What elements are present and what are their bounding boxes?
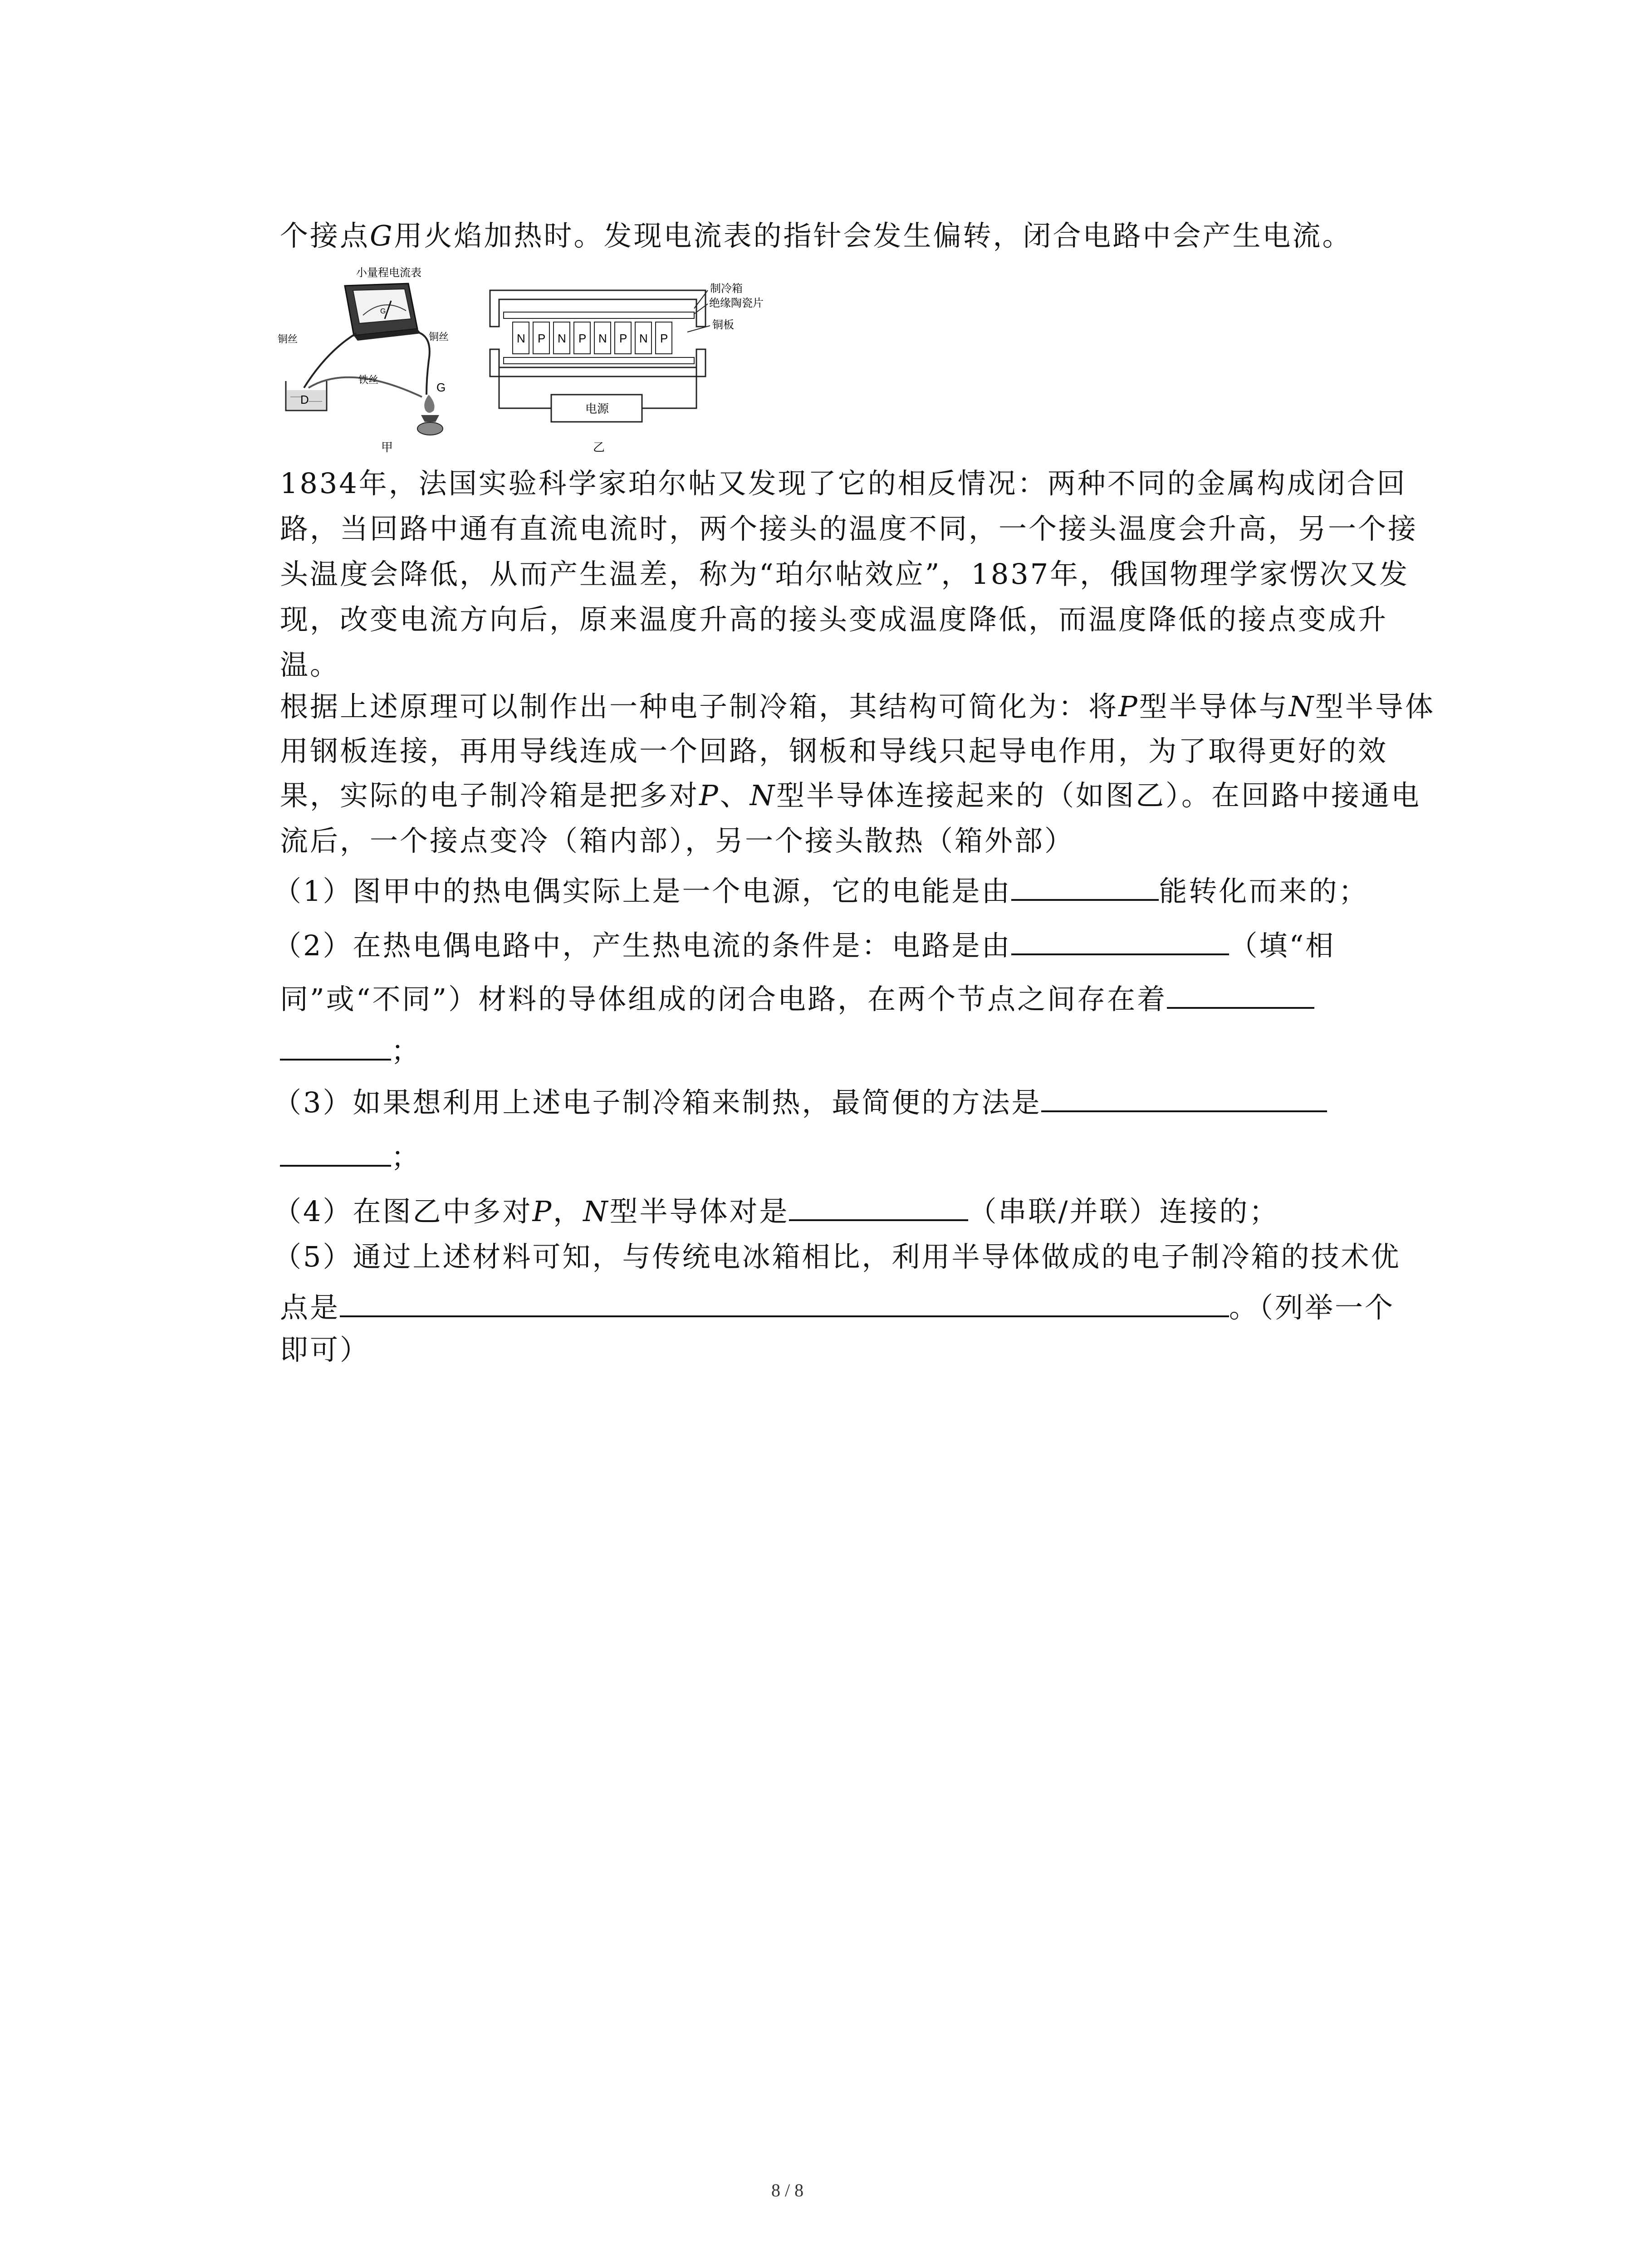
answer-blank-q3-cont[interactable] bbox=[280, 1132, 391, 1167]
answer-blank-q2b[interactable] bbox=[1167, 974, 1314, 1009]
cell-label: N bbox=[558, 332, 566, 345]
cell-label: P bbox=[578, 332, 587, 345]
copper-wire-right-label: 铜丝 bbox=[429, 331, 449, 342]
para1-line: 温。 bbox=[280, 648, 340, 681]
cell-label: P bbox=[660, 332, 668, 345]
answer-blank-q1[interactable] bbox=[1011, 866, 1159, 901]
figure-jia-caption: 甲 bbox=[381, 440, 393, 454]
flame-icon bbox=[417, 395, 443, 435]
para2-line: 果，实际的电子制冷箱是把多对P、N型半导体连接起来的（如图乙）。在回路中接通电 bbox=[280, 779, 1421, 812]
cell-label: N bbox=[517, 332, 525, 345]
cell-label: N bbox=[598, 332, 607, 345]
para1-line: 头温度会降低，从而产生温差，称为“珀尔帖效应”，1837年，俄国物理学家愣次又发 bbox=[280, 557, 1410, 591]
power-supply-label: 电源 bbox=[585, 402, 609, 415]
cell-label: P bbox=[619, 332, 627, 345]
answer-blank-q2a[interactable] bbox=[1011, 921, 1229, 955]
page-number: 8 / 8 bbox=[771, 2180, 804, 2200]
para1-line: 现，改变电流方向后，原来温度升高的接头变成温度降低，而温度降低的接点变成升 bbox=[280, 603, 1388, 636]
cell-label: P bbox=[538, 332, 546, 345]
copper-wire-left-label: 铜丝 bbox=[278, 333, 298, 345]
para2-line: 流后，一个接点变冷（箱内部），另一个接头散热（箱外部） bbox=[280, 824, 1075, 857]
point-g-label: G bbox=[436, 381, 446, 394]
para2-line: 用钢板连接，再用导线连成一个回路，钢板和导线只起导电作用，为了取得更好的效 bbox=[280, 734, 1388, 767]
question-5-end: 即可） bbox=[280, 1333, 370, 1366]
question-4: （4）在图乙中多对P，N型半导体对是 （串联/并联）连接的； bbox=[273, 1187, 1279, 1233]
answer-blank-q2b-cont[interactable] bbox=[280, 1026, 391, 1061]
question-2-cont: 同”或“不同”）材料的导体组成的闭合电路，在两个节点之间存在着 bbox=[280, 974, 1314, 1021]
para1-line: 路，当回路中通有直流电流时，两个接头的温度不同，一个接头温度会升高，另一个接 bbox=[280, 512, 1418, 545]
question-2: （2）在热电偶电路中，产生热电流的条件是：电路是由 （填“相 bbox=[273, 921, 1335, 968]
question-3-end: ； bbox=[280, 1132, 421, 1179]
label-ceramic: 绝缘陶瓷片 bbox=[709, 297, 764, 309]
question-3: （3）如果想利用上述电子制冷箱来制热，最简便的方法是 bbox=[273, 1078, 1327, 1124]
semiconductor-cells bbox=[513, 322, 672, 354]
answer-blank-q4[interactable] bbox=[789, 1187, 968, 1221]
label-copper-plate: 铜板 bbox=[712, 319, 734, 331]
label-cooler-box: 制冷箱 bbox=[710, 283, 743, 295]
point-d-label: D bbox=[300, 393, 309, 406]
figure-yi-caption: 乙 bbox=[593, 440, 605, 454]
answer-blank-q5[interactable] bbox=[340, 1283, 1229, 1317]
intro-line: 个接点G用火焰加热时。发现电流表的指针会发生偏转，闭合电路中会产生电流。 bbox=[280, 219, 1352, 252]
cell-label: N bbox=[639, 332, 648, 345]
question-5: （5）通过上述材料可知，与传统电冰箱相比，利用半导体做成的电子制冷箱的技术优 bbox=[273, 1240, 1401, 1273]
iron-wire-label: 铁丝 bbox=[358, 374, 379, 386]
question-2-end: ； bbox=[280, 1026, 421, 1073]
para1-line: 1834年，法国实验科学家珀尔帖又发现了它的相反情况：两种不同的金属构成闭合回 bbox=[280, 467, 1407, 500]
galvanometer-icon bbox=[345, 284, 421, 341]
meter-label: 小量程电流表 bbox=[356, 267, 421, 279]
figure-yi-cooler bbox=[488, 281, 769, 456]
figure-jia-thermocouple bbox=[277, 265, 472, 456]
svg-text:G: G bbox=[380, 308, 386, 315]
question-1: （1）图甲中的热电偶实际上是一个电源，它的电能是由 能转化而来的； bbox=[273, 866, 1368, 913]
question-5-cont: 点是 。（列举一个 bbox=[280, 1283, 1395, 1330]
answer-blank-q3[interactable] bbox=[1041, 1078, 1327, 1112]
para2-line: 根据上述原理可以制作出一种电子制冷箱，其结构可简化为：将P型半导体与N型半导体 bbox=[280, 690, 1435, 723]
